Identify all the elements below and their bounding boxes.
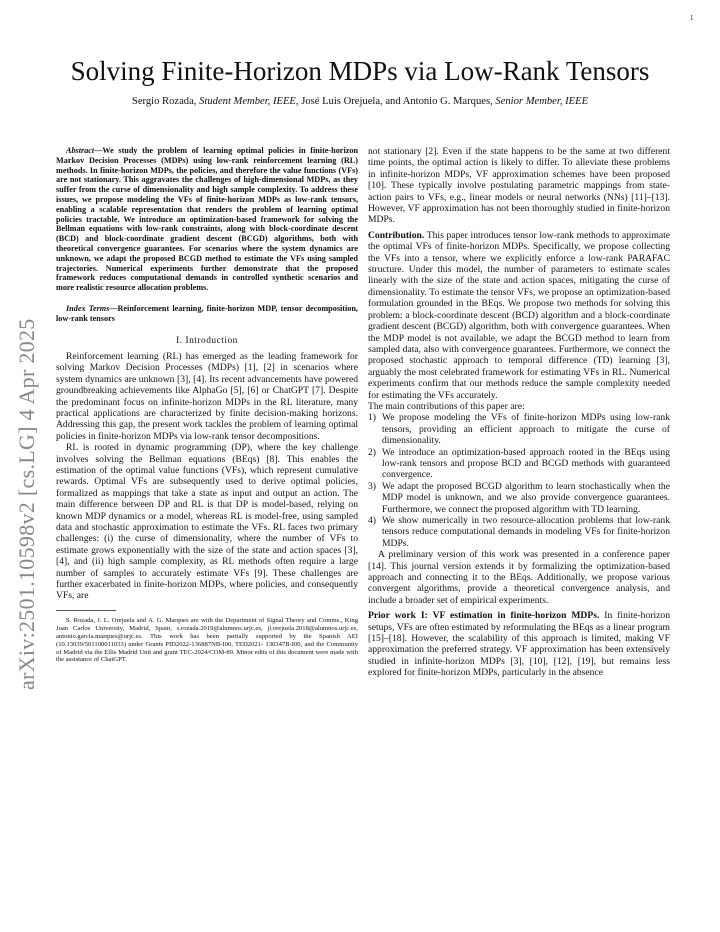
list-item: 4) We show numerically in two resource-allocation problems that low-rank tensors reduce computational demands in modeling VFs for finite-horizon MDPs. xyxy=(368,515,670,549)
arxiv-stamp: arXiv:2501.10598v2 [cs.LG] 4 Apr 2025 xyxy=(14,318,39,690)
author-2-3: José Luis Orejuela, and Antonio G. Marques, xyxy=(298,96,496,107)
index-terms-text: —Reinforcement learning, finite-horizon MDP, tensor decomposition, low-rank tensors xyxy=(56,303,358,323)
contributions-list xyxy=(368,412,670,549)
abstract-text: —We study the problem of learning optimal policies in finite-horizon Markov Decision Processes (MDPs) using low-rank reinforcement learning (RL) methods. In finite-horizon MDPs, the policies, and therefore the value functions (VFs) are not stationary. This aggravates the challenges of high-dimensional MDPs, as they suffer from the curse of dimensionality and high sample complexity. To address these issues, we propose modeling the VFs of finite-horizon MDPs as low-rank tensors, enabling a scalable representation that renders the problem of learning optimal policies tractable. We introduce an optimization-based framework for solving the Bellman equations with low-rank constraints, along with block-coordinate descent (BCD) and block-coordinate gradient descent (BCGD) algorithms, both with theoretical convergence guarantees. For scenarios where the system dynamics are unknown, we adapt the proposed BCGD method to estimate the VFs using sampled trajectories. Numerical experiments further demonstrate that the proposed framework reduces computational demands in controlled synthetic scenarios and more realistic resource allocation problems. xyxy=(56,146,358,293)
list-item: 2) We introduce an optimization-based approach rooted in the BEqs using low-rank tensors and propose BCD and BCGD methods with guaranteed convergence. xyxy=(368,446,670,481)
preliminary-version-paragraph: A preliminary version of this work was presented in a conference paper [14]. This journal version extends it by formalizing the optimization-based approach and connecting it to the BEqs. Additionally, we propose various convergent algorithms, provide a theoretical convergence analysis, and include a broader set of empirical experiments. xyxy=(368,549,670,606)
index-terms-label: Index Terms xyxy=(66,303,110,313)
intro-paragraph-2: RL is rooted in dynamic programming (DP), where the key challenge involves solving the Bellman equations (BEqs) [8]. This enables the estimation of the optimal value functions (VFs), which represent cumulative rewards. Optimal VFs are subsequently used to derive optimal policies, formalized as mappings that take a state as input and output an action. The main difference between DP and RL is that DP is model-based, relying on known MDP dynamics or a model, whereas RL is model-free, using sampled data and stochastic approximation to estimate the VFs. RL faces two primary challenges: (i) the curse of dimensionality, where the number of VFs to estimate grows exponentially with the size of the state and action spaces [3], [4], and (ii) high sample complexity, as RL methods often require a large number of samples to accurately estimate VFs [9]. These challenges are further exacerbated in finite-horizon MDPs, where policies, and consequently VFs, are xyxy=(56,442,358,602)
prior-work-paragraph xyxy=(368,610,670,678)
footnote-divider xyxy=(56,610,116,611)
author-3-role: Senior Member, IEEE xyxy=(495,96,589,107)
page-number: 1 xyxy=(690,14,694,22)
contribution-paragraph xyxy=(368,230,670,401)
author-1-role: Student Member, IEEE, xyxy=(199,96,299,107)
author-1: Sergio Rozada, xyxy=(131,96,200,107)
author-line xyxy=(40,96,680,107)
contribution-text: This paper introduces tensor low-rank methods to approximate the optimal VFs of finite-horizon MDPs. Specifically, we propose collecting the VFs into a tensor, where we explicitly enforce a low-rank PARAFAC structure. Under this model, the number of parameters to estimate scales linearly with the size of the state and action spaces, mitigating the curse of dimensionality. To estimate the tensor VFs, we propose an optimization-based formulation grounded in the BEqs. We propose two methods for solving this problem: a block-coordinate descent (BCD) algorithm and a block-coordinate gradient descent (BCGD) algorithm, both with convergence guarantees. When the MDP model is not available, we adapt the BCGD method to learn from sampled data, also with convergence guarantees. Furthermore, we connect the proposed stochastic approach to temporal difference (TD) learning [3], arguably the most celebrated framework for estimating VFs in RL. Numerical experiments confirm that our methods reduce the sample complexity needed for estimating the VFs accurately. xyxy=(368,229,670,401)
list-item: 3) We adapt the proposed BCGD algorithm to learn stochastically when the MDP model is unknown, and we also provide convergence guarantees. Furthermore, we connect the proposed algorithm with TD learning. xyxy=(368,480,670,515)
list-item: 1) We propose modeling the VFs of finite-horizon MDPs using low-rank tensors, providing an efficient approach to mitigate the curse of dimensionality. xyxy=(368,412,670,447)
right-paragraph-1: not stationary [2]. Even if the state happens to be the same at two different time points, the optimal action is likely to differ. To alleviate these problems in infinite-horizon MDPs, VF approximation schemes have been proposed [10]. These typically involve postulating parametric mappings from state-action pairs to VFs, e.g., linear models or neural networks (NNs) [11]–[13]. However, VF approximation has not been thoroughly studied in finite-horizon MDPs. xyxy=(368,146,670,226)
right-column xyxy=(368,146,670,679)
section-heading-introduction: I. Introduction xyxy=(176,335,238,346)
abstract-label: Abstract xyxy=(66,146,95,155)
prior-work-label: Prior work I: VF estimation in finite-horizon MDPs. xyxy=(368,610,600,622)
intro-paragraph-1: Reinforcement learning (RL) has emerged as the leading framework for solving Markov Decision Processes (MDPs) [1], [2] in scenarios where system dynamics are unknown [3], [4]. Its recent advancements have powered groundbreaking achievements like AlphaGo [5], [6] or ChatGPT [7]. Despite the predominant focus on infinite-horizon MDPs in the RL literature, many practical applications are characterized by finite decision-making horizons. Addressing this gap, the present work tackles the problem of learning optimal policies in finite-horizon MDPs via low-rank tensor decompositions. xyxy=(56,350,358,442)
prior-work-text: In finite-horizon setups, VFs are often estimated by reformulating the BEqs as a linear program [15]–[18]. However, the scalability of this approach is limited, making VF approximation the preferred strategy. VF approximation has been extensively studied in infinite-horizon MDPs [3], [10], [12], [19], but remains less explored for finite-horizon MDPs, particularly in the absence xyxy=(368,610,670,679)
index-terms xyxy=(56,304,358,324)
paper-title: Solving Finite-Horizon MDPs via Low-Rank Tensors xyxy=(70,56,650,86)
contributions-intro: The main contributions of this paper are: xyxy=(368,400,525,412)
contribution-label: Contribution. xyxy=(368,229,425,241)
abstract xyxy=(56,146,358,293)
left-column xyxy=(56,146,358,671)
author-footnote: S. Rozada, J. L. Orejuela and A. G. Marques are with the Department of Signal Theory and Comms., King Juan Carlos University, Madrid, Spain, s.rozada.2019@alumnos.urjc.es, jl.orejuela.2018@alumnos.urjc.es, antonio.garcia.marques@urjc.es. This work has been partially supported by the Spanish AEI (10.13039/501100011033) under Grants PID2022-136887NB-I00, TED2021- 130347B-I00, and the Community of Madrid via the Ellis Madrid Unit and grant TEC-2024/COM-89. Minor edits of this document were made with the assistance of ChatGPT. xyxy=(56,617,358,664)
